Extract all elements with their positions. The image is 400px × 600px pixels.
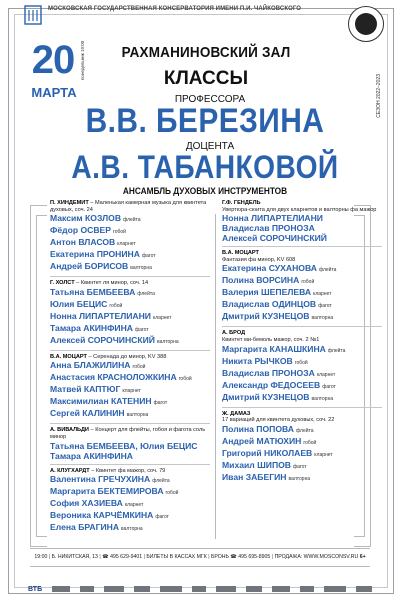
performer-name: Полина ПОПОВА	[222, 423, 295, 434]
sponsor-logo	[246, 586, 262, 592]
performer-row	[222, 368, 387, 380]
performer-instrument: валторна	[126, 412, 149, 419]
conservatory-emblem-icon	[22, 4, 44, 26]
performer-name: Юлия БЕЦИС	[50, 298, 108, 309]
performer-row	[222, 424, 387, 436]
footer-sales-link[interactable]: ПРОДАЖА: WWW.MOSCONSV.RU	[274, 554, 359, 560]
performer-row	[222, 356, 387, 368]
performer-row	[50, 408, 215, 420]
performer-instrument: валторна	[130, 265, 152, 272]
program-piece	[222, 250, 387, 323]
performer-name: Татьяна БЕМБЕЕВА	[50, 286, 136, 297]
footer-info: 19:00 | Б. НИКИТСКАЯ, 13 | ☎ 495 629-9401 | БИЛЕТЫ В КАССАХ МГК | БРОНЬ ☎ 495 695-8905 | ПРОДАЖА: WWW.MOSCONSV.RU 6+	[34, 554, 366, 560]
performer-row	[50, 360, 215, 372]
piece-title	[50, 354, 215, 361]
program-divider	[50, 464, 210, 465]
sponsor-logo	[52, 586, 70, 592]
weekday-time: понедельник 19:00	[80, 40, 85, 80]
left-frame-ornament-inner	[36, 215, 47, 537]
performer-name: Владислав ПРОНОЗА	[222, 223, 315, 234]
performer-name: Александр ФЕДОСЕЕВ	[222, 379, 321, 390]
performer-name: Валентина ГРЕЧУХИНА	[50, 474, 151, 485]
sponsor-logo	[160, 586, 182, 592]
performer-row	[50, 311, 215, 323]
performer-row	[50, 372, 215, 384]
performer-row	[222, 460, 387, 472]
performer-name: Маргарита КАНАШКИНА	[222, 343, 326, 354]
program-divider	[50, 276, 210, 277]
performer-row	[222, 380, 387, 392]
performer-row	[222, 344, 387, 356]
performer-row	[50, 498, 215, 510]
work-title: Фантазия фа минор, KV 608	[222, 256, 296, 263]
concert-day: 20	[31, 38, 75, 82]
performer-row	[222, 233, 387, 243]
performer-row	[222, 275, 387, 287]
performer-instrument: кларнет	[313, 291, 332, 298]
sponsor-logo	[300, 586, 314, 592]
performer-name: Иван ЗАБЕГИН	[222, 471, 287, 482]
performer-row	[50, 522, 215, 534]
performer-name: Андрей МАТЮХИН	[222, 435, 302, 446]
program-piece	[50, 354, 215, 421]
performer-instrument: валторна	[311, 315, 334, 322]
work-title: – Маленькая камерная музыка для квинтета духовых, соч. 24	[50, 200, 207, 213]
performer-row	[222, 311, 387, 323]
performer-row	[222, 223, 387, 233]
performer-name: Екатерина ПРОНИНА	[50, 249, 140, 260]
composer-name: Г.Ф. ГЕНДЕЛЬ	[222, 200, 261, 206]
sponsor-logo	[216, 586, 236, 592]
sponsor-logo	[80, 586, 94, 592]
piece-title	[222, 330, 387, 343]
performer-instrument: фагот	[141, 253, 156, 260]
composer-name: В.А. МОЦАРТ	[222, 250, 259, 257]
composer-name: Ж. ДАМАЗ	[222, 410, 251, 417]
sponsor-logos	[28, 583, 372, 595]
program-right-column	[222, 200, 387, 487]
docent-name: А.В. ТАБАНКОВОЙ	[71, 149, 339, 185]
performer-instrument: фагот	[153, 400, 168, 407]
work-title: – Концерт для флейты, гобоя и фагота соль минор	[50, 427, 206, 440]
footer-tickets: БИЛЕТЫ В КАССАХ МГК	[146, 554, 207, 560]
poster-title: КЛАССЫ	[163, 68, 249, 89]
performer-name: Дмитрий КУЗНЕЦОВ	[222, 311, 310, 322]
performer-row	[50, 396, 215, 408]
performer-name: Екатерина СУХАНОВА	[222, 263, 317, 274]
performer-instrument: флейта	[327, 347, 346, 354]
performer-row	[50, 384, 215, 396]
performer-instrument: кларнет	[153, 314, 172, 321]
performer-name: Максим КОЗЛОВ	[50, 213, 122, 224]
footer-rule-top	[30, 548, 370, 549]
sponsor-logo	[324, 586, 346, 592]
composer-name: В.А. МОЦАРТ	[50, 353, 87, 360]
performer-instrument: флейта	[137, 290, 155, 297]
performer-name: Нонна ЛИПАРТЕЛИАНИ	[222, 213, 323, 224]
sponsor-logo	[192, 586, 206, 592]
season-label: СЕЗОН 2022–2023	[376, 74, 382, 118]
composer-name: Г. ХОЛСТ	[50, 280, 75, 287]
concert-month: МАРТА	[31, 85, 77, 100]
sponsor-logo	[356, 586, 372, 592]
footer-address: Б. НИКИТСКАЯ, 13	[51, 554, 98, 560]
sponsor-vtb-logo: ВТБ	[28, 585, 43, 593]
performer-name: Дмитрий КУЗНЕЦОВ	[222, 391, 310, 402]
program-piece	[222, 411, 387, 484]
performer-instrument: кларнет	[316, 371, 336, 378]
performer-name: Валерия ШЕПЕЛЕВА	[222, 287, 312, 298]
footer-booking: БРОНЬ ☎ 495 695-8905	[211, 554, 271, 560]
performer-name: Фёдор ОСВЕР	[50, 225, 112, 236]
performer-name: Маргарита БЕКТЕМИРОВА	[50, 486, 164, 497]
performer-row	[50, 441, 215, 451]
performer-name: Алексей СОРОЧИНСКИЙ	[50, 334, 155, 345]
program-piece	[50, 468, 215, 535]
performer-name: Алексей СОРОЧИНСКИЙ	[222, 233, 327, 244]
performer-instrument: фагот	[293, 463, 307, 470]
performer-instrument: гобой	[165, 490, 179, 497]
column-divider	[215, 214, 216, 539]
program-divider	[222, 407, 382, 408]
performer-name: Нонна ЛИПАРТЕЛИАНИ	[50, 310, 151, 321]
performer-instrument: гобой	[303, 439, 317, 446]
performer-instrument: флейта	[152, 478, 170, 485]
sponsor-logo	[104, 586, 124, 592]
performer-name: Андрей БОРИСОВ	[50, 261, 129, 272]
performer-instrument: валторна	[288, 475, 311, 482]
age-rating: 6+	[359, 554, 366, 560]
performer-instrument: флейта	[296, 427, 314, 434]
performer-instrument: флейта	[123, 217, 141, 224]
conservatory-name: МОСКОВСКАЯ ГОСУДАРСТВЕННАЯ КОНСЕРВАТОРИЯ ИМЕНИ П.И. ЧАЙКОВСКОГО	[48, 6, 302, 12]
piece-title	[222, 250, 387, 263]
composer-name: П. ХИНДЕМИТ	[50, 200, 89, 206]
performer-name: Владислав ПРОНОЗА	[222, 367, 315, 378]
performer-instrument: гобой	[109, 302, 123, 309]
performer-instrument: фагот	[135, 326, 149, 333]
performer-name: Елена БРАГИНА	[50, 522, 120, 533]
work-title: – Квинтет фа мажор, соч. 79	[89, 467, 166, 474]
hall-name: РАХМАНИНОВСКИЙ ЗАЛ	[121, 44, 291, 61]
performer-row	[50, 249, 215, 261]
performer-row	[222, 472, 387, 484]
program-piece	[50, 280, 215, 347]
program-divider	[50, 350, 210, 351]
performer-name: Владислав ОДИНЦОВ	[222, 299, 317, 310]
program-divider	[222, 326, 382, 327]
piece-title	[50, 280, 215, 287]
performer-instrument: фагот	[318, 303, 332, 310]
composer-name: А. ВИВАЛЬДИ	[50, 427, 89, 434]
performer-instrument: гобой	[301, 279, 315, 286]
program-divider	[50, 423, 210, 424]
piece-title	[222, 200, 387, 213]
docent-title: ДОЦЕНТА	[185, 141, 235, 152]
performer-name: Вероника КАРЧЁМКИНА	[50, 510, 154, 521]
performer-row	[50, 451, 215, 461]
performer-instrument: кларнет	[314, 451, 333, 458]
performer-row	[50, 486, 215, 498]
performer-instrument: гобой	[178, 376, 192, 383]
work-title: Увертюра-сюита для двух кларнетов и валторны фа мажор	[222, 206, 377, 213]
footer-rule-bottom	[30, 566, 370, 567]
performer-instrument: гобой	[113, 229, 126, 236]
piece-title	[222, 411, 387, 424]
performer-row	[222, 213, 387, 223]
performer-name: Максимилиан КАТЕНИН	[50, 396, 152, 407]
performer-instrument: кларнет	[117, 241, 136, 248]
footer-phone: ☎ 495 629-9401	[102, 554, 143, 560]
performer-name: Анна БЛАЖИЛИНА	[50, 360, 131, 371]
composer-name: А. БРОД	[222, 330, 246, 337]
performer-row	[50, 287, 215, 299]
performer-name: Антон ВЛАСОВ	[50, 237, 116, 248]
performer-row	[222, 287, 387, 299]
performer-name: Тамара АКИНФИНА	[50, 322, 134, 333]
performer-name: София ХАЗИЕВА	[50, 498, 123, 509]
program-piece	[50, 427, 215, 460]
performer-row	[50, 237, 215, 249]
performer-name: Татьяна БЕМБЕЕВА, Юлия БЕЦИС	[50, 440, 198, 451]
performer-row	[50, 510, 215, 522]
performer-row	[222, 263, 387, 275]
performer-instrument: кларнет	[122, 388, 141, 395]
performer-row	[50, 225, 215, 237]
performer-row	[222, 392, 387, 404]
performer-name: Григорий НИКОЛАЕВ	[222, 447, 313, 458]
performer-instrument: гобой	[294, 359, 308, 366]
piece-title	[50, 468, 215, 475]
performer-name: Михаил ШИПОВ	[222, 459, 292, 470]
program-piece	[50, 200, 215, 273]
footer-time: 19:00	[34, 554, 48, 560]
piece-title	[50, 427, 215, 440]
ensemble-subtitle: АНСАМБЛЬ ДУХОВЫХ ИНСТРУМЕНТОВ	[122, 186, 288, 196]
performer-name: Анастасия КРАСНОЛОЖКИНА	[50, 372, 177, 383]
performer-row	[50, 213, 215, 225]
performer-instrument: флейта	[318, 267, 337, 274]
professor-name: В.В. БЕРЕЗИНА	[85, 102, 325, 140]
professor-title: ПРОФЕССОРА	[174, 94, 246, 105]
work-title: 17 вариаций для квинтета духовых, соч. 22	[222, 417, 335, 424]
sponsor-logo	[272, 586, 290, 592]
program-piece	[222, 200, 387, 243]
performer-name: Никита РЫЧКОВ	[222, 355, 293, 366]
performer-row	[222, 436, 387, 448]
performer-row	[50, 299, 215, 311]
performer-instrument: валторна	[121, 526, 143, 533]
performer-name: Полина ВОРСИНА	[222, 275, 300, 286]
performer-instrument: валторна	[311, 395, 334, 402]
performer-instrument: валторна	[156, 338, 179, 345]
performer-row	[50, 335, 215, 347]
composer-name: А. КЛУГХАРДТ	[50, 467, 90, 474]
performer-name: Тамара АКИНФИНА	[50, 450, 134, 461]
anniversary-seal-icon	[348, 6, 384, 42]
performer-instrument: гобой	[132, 364, 146, 371]
sponsor-logo	[134, 586, 150, 592]
performer-row	[222, 299, 387, 311]
performer-row	[222, 448, 387, 460]
performer-row	[50, 474, 215, 486]
performer-row	[50, 261, 215, 273]
work-title: – Серенада до минор, KV 388	[86, 353, 167, 360]
work-title: Квинтет ми-бемоль мажор, соч. 2 №1	[222, 336, 320, 343]
program-divider	[222, 246, 382, 247]
performer-name: Матвей КАПТЮГ	[50, 384, 121, 395]
performer-name: Сергей КАЛИНИН	[50, 408, 125, 419]
piece-title	[50, 200, 215, 213]
program-piece	[222, 330, 387, 403]
program-left-column	[50, 200, 215, 537]
performer-instrument: фагот	[322, 383, 336, 390]
performer-instrument: фагот	[155, 514, 169, 521]
work-title: – Квинтет ля минор, соч. 14	[74, 280, 149, 287]
performer-row	[50, 323, 215, 335]
performer-instrument: кларнет	[124, 502, 144, 509]
